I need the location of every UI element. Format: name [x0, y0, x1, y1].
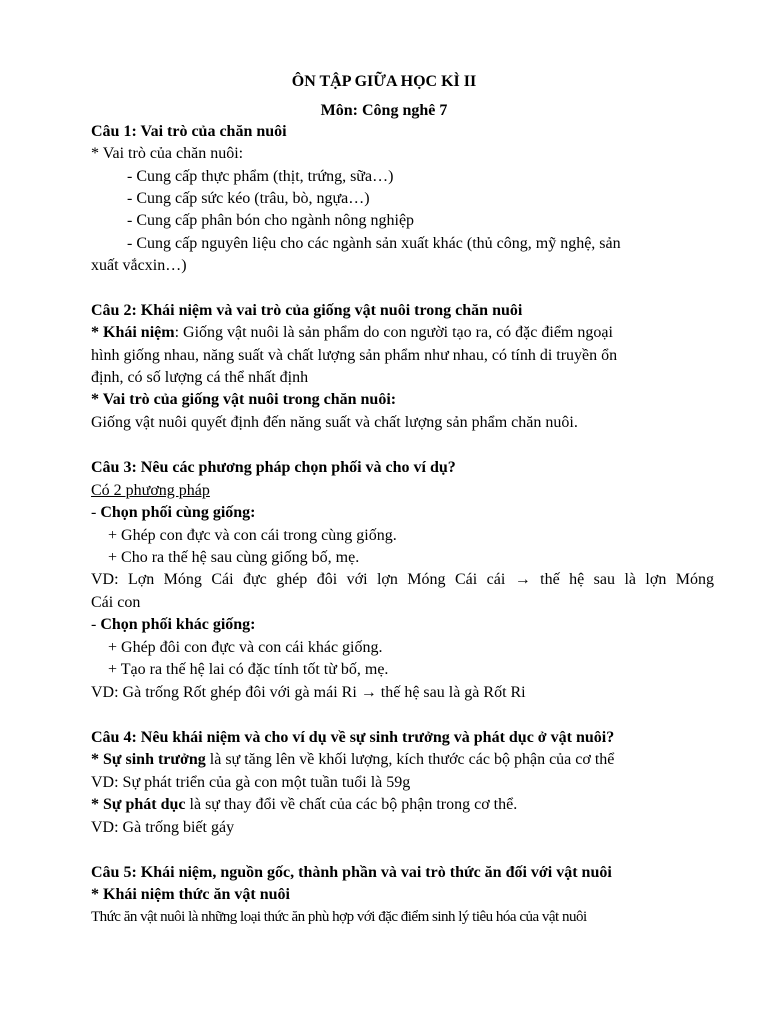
q3-diff-example: VD: Gà trống Rốt ghép đôi với gà mái Ri → thế hệ sau là gà Rốt Ri: [91, 684, 526, 701]
q3-same-label: Chọn phối cùng giống:: [100, 504, 256, 521]
q3-same-example-line-2: Cái con: [91, 594, 141, 611]
q5-concept-heading: * Khái niệm thức ăn vật nuôi: [91, 886, 290, 903]
q2-heading: Câu 2: Khái niệm và vai trò của giống vật nuôi trong chăn nuôi: [91, 302, 523, 319]
q3-diff-label: Chọn phối khác giống:: [100, 616, 256, 633]
q2-concept-line-1: [91, 322, 613, 344]
q2-concept-label: Khái niệm: [103, 324, 175, 341]
q3-diff-item-1: + Ghép đôi con đực và con cái khác giống.: [108, 639, 383, 656]
q3-same-dash: -: [91, 504, 97, 521]
q4-growth-label: Sự sinh trưởng: [103, 751, 206, 768]
q3-heading: Câu 3: Nêu các phương pháp chọn phối và cho ví dụ?: [91, 459, 456, 476]
q1-item-4: - Cung cấp nguyên liệu cho các ngành sản xuất khác (thủ công, mỹ nghệ, sản: [127, 235, 621, 252]
q2-concept-bullet: *: [91, 324, 99, 341]
q1-heading: Câu 1: Vai trò của chăn nuôi: [91, 123, 287, 140]
q5-heading: Câu 5: Khái niệm, nguồn gốc, thành phần và vai trò thức ăn đối với vật nuôi: [91, 864, 612, 881]
q4-growth-line: [91, 749, 614, 771]
q3-same-item-2: + Cho ra thế hệ sau cùng giống bố, mẹ.: [108, 549, 360, 566]
q3-diff-item-2: + Tạo ra thế hệ lai có đặc tính tốt từ bố, mẹ.: [108, 661, 389, 678]
q3-methods: Có 2 phương pháp: [91, 482, 210, 499]
q4-growth-text: là sự tăng lên về khối lượng, kích thước các bộ phận của cơ thể: [205, 751, 615, 768]
q5-concept-text: Thức ăn vật nuôi là những loại thức ăn phù hợp với đặc điểm sinh lý tiêu hóa của vật nuôi: [91, 909, 587, 925]
q4-dev-label: Sự phát dục: [103, 796, 186, 813]
q2-role-text: Giống vật nuôi quyết định đến năng suất và chất lượng sản phẩm chăn nuôi.: [91, 414, 578, 431]
q1-item-2: - Cung cấp sức kéo (trâu, bò, ngựa…): [127, 190, 370, 207]
q3-same-example-line-1: VD: Lợn Móng Cái đực ghép đôi với lợn Móng Cái cái → thế hệ sau là lợn Móng: [91, 571, 714, 588]
q4-dev-bullet: *: [91, 796, 99, 813]
q3-same-heading: [91, 502, 256, 524]
document-subject: Môn: Công nghê 7: [320, 102, 448, 119]
q4-growth-bullet: *: [91, 751, 99, 768]
q3-diff-heading: [91, 614, 256, 636]
document-title: ÔN TẬP GIỮA HỌC KÌ II: [291, 73, 477, 90]
q4-growth-example: VD: Sự phát triển của gà con một tuần tuổi là 59g: [91, 774, 411, 791]
q2-role-heading: * Vai trò của giống vật nuôi trong chăn nuôi:: [91, 391, 397, 408]
q2-concept-text: : Giống vật nuôi là sản phẩm do con người tạo ra, có đặc điểm ngoại: [174, 324, 613, 341]
q1-item-1: - Cung cấp thực phẩm (thịt, trứng, sữa…): [127, 168, 394, 185]
q2-concept-line-2: hình giống nhau, năng suất và chất lượng sản phẩm như nhau, có tính di truyền ổn: [91, 347, 618, 364]
q4-dev-example: VD: Gà trống biết gáy: [91, 819, 235, 836]
q4-heading: Câu 4: Nêu khái niệm và cho ví dụ về sự sinh trưởng và phát dục ở vật nuôi?: [91, 729, 615, 746]
q1-intro: * Vai trò của chăn nuôi:: [91, 145, 244, 162]
q2-concept-line-3: định, có số lượng cá thể nhất định: [91, 369, 309, 386]
q3-same-item-1: + Ghép con đực và con cái trong cùng giống.: [108, 527, 397, 544]
q3-diff-dash: -: [91, 616, 97, 633]
q4-dev-text: là sự thay đổi về chất của các bộ phận trong cơ thể.: [185, 796, 518, 813]
q4-dev-line: [91, 794, 517, 816]
q1-item-3: - Cung cấp phân bón cho ngành nông nghiệp: [127, 212, 415, 229]
q1-item-4-cont: xuất vắcxin…): [91, 257, 187, 274]
